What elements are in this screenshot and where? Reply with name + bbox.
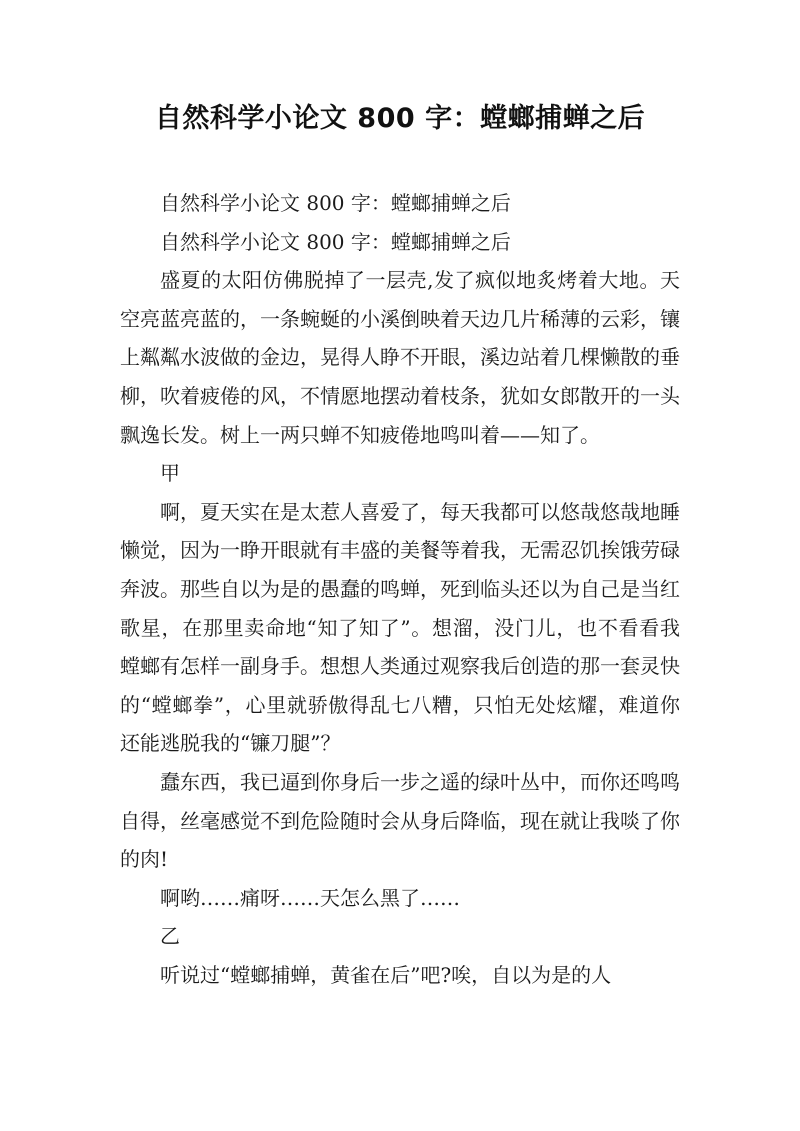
paragraph-oriole-intro: 听说过“螳螂捕蝉，黄雀在后”吧?唉，自以为是的人 xyxy=(160,962,612,987)
paragraph-summer-scene: 盛夏的太阳仿佛脱掉了一层壳,发了疯似地炙烤着大地。天空亮蓝亮蓝的，一条蜿蜒的小溪倒映着天边几片稀薄的云彩，镶上粼粼水波做的金边，晃得人睁不开眼，溪边站着几棵懒散的垂柳，吹着疲倦的风，不情愿地摆动着枝条，犹如女郎散开的一头飘逸长发。树上一两只蝉不知疲倦地鸣叫着——知了。 xyxy=(120,268,680,447)
document-title: 自然科学小论文 800 字：螳螂捕蝉之后 xyxy=(154,103,646,134)
paragraph-mantis-monologue: 啊，夏天实在是太惹人喜爱了，每天我都可以悠哉悠哉地睡懒觉，因为一睁开眼就有丰盛的美餐等着我，无需忍饥挨饿劳碌奔波。那些自以为是的愚蠢的鸣蝉，死到临头还以为自己是当红歌星，在那里卖命地“知了知了”。想溜，没门儿，也不看看我螳螂有怎样一副身手。想想人类通过观察我后创造的那一套灵快的“螳螂拳”，心里就骄傲得乱七八糟，只怕无处炫耀，难道你还能逃脱我的“镰刀腿”？ xyxy=(120,499,680,756)
section-heading-jia: 甲 xyxy=(160,461,180,486)
paragraph-repeated-title-1: 自然科学小论文 800 字：螳螂捕蝉之后 xyxy=(160,191,511,215)
section-heading-yi: 乙 xyxy=(160,924,180,949)
paragraph-mantis-cry: 啊哟……痛呀……天怎么黑了…… xyxy=(160,885,460,910)
paragraph-mantis-approach: 蠢东西，我已逼到你身后一步之遥的绿叶丛中，而你还鸣鸣自得，丝毫感觉不到危险随时会从身后降临，现在就让我啖了你的肉! xyxy=(120,769,680,872)
document-body xyxy=(120,184,680,994)
paragraph-repeated-title-2: 自然科学小论文 800 字：螳螂捕蝉之后 xyxy=(160,229,511,254)
